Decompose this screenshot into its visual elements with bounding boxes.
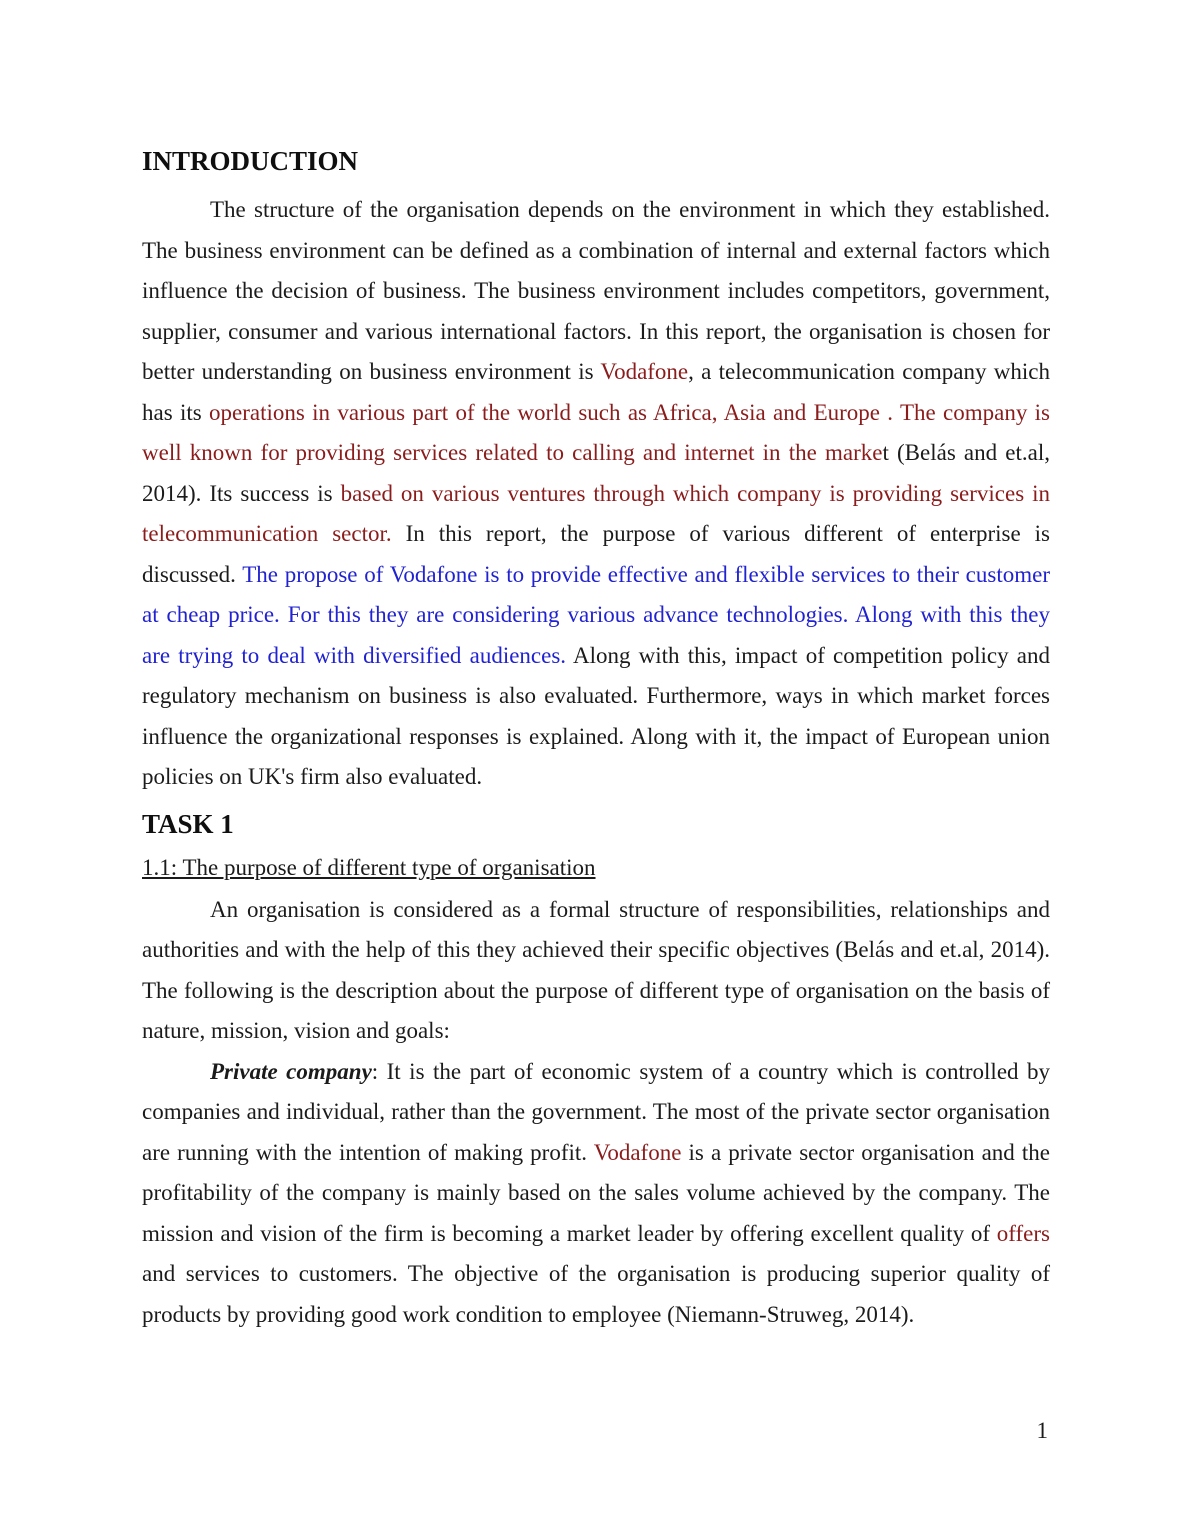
paragraph-private-company (142, 1052, 1050, 1336)
text-run: t (Belás and et.al, 2014). Its success is (142, 440, 1050, 506)
text-run: is a private sector organisation and the profitability of the company is mainly based on the sales volume achieved by the company. The mission and vision of the firm is becoming a market leader by offering excellent quality of (142, 1139, 1050, 1246)
text-run: The structure of the organisation depends on the environment in which they established. The business environment can be defined as a combination of internal and external factors which influence the decision of business. The business environment includes competitors, government, supplier, consumer and various international factors. In this report, the organisation is chosen for better understanding on business environment is (142, 197, 1050, 384)
text-run: In this report, the purpose of various different of enterprise is discussed. (142, 521, 1051, 587)
text-run: Along with this, impact of competition policy and regulatory mechanism on business is also evaluated. Furthermore, ways in which market forces influence the organizational responses is explained. Along with it, the impact of European union policies on UK's firm also evaluated. (142, 642, 1050, 789)
paragraph-organisation-definition (142, 890, 1050, 1052)
text-run: The propose of Vodafone is to provide effective and flexible services to their customer at cheap price. For this they are considering various advance technologies. Along with this they are trying to deal with diversified audiences. (142, 561, 1050, 668)
paragraph-introduction (142, 190, 1050, 798)
text-run: operations in various part of the world such as Africa, Asia and Europe . The company is well known for providing services related to calling and internet in the marke (142, 399, 1050, 465)
document-content (142, 141, 1050, 1335)
text-run: : It is the part of economic system of a country which is controlled by companies and individual, rather than the government. The most of the private sector organisation are running with the intention of making profit. (142, 1058, 1051, 1165)
text-run: based on various ventures through which company is providing services in telecommunication sector. (142, 480, 1050, 546)
heading-task-1: TASK 1 (142, 808, 234, 839)
text-run: An organisation is considered as a formal structure of responsibilities, relationships and authorities and with the help of this they achieved their specific objectives (Belás and et.al, 2014). The following is the description about the purpose of different type of organisation on the basis of nature, mission, vision and goals: (142, 896, 1050, 1043)
text-run: Private company (210, 1058, 372, 1084)
text-run: and services to customers. The objective of the organisation is producing superior quality of products by providing good work condition to employee (Niemann-Struweg, 2014). (142, 1261, 1050, 1327)
page-number: 1 (1036, 1418, 1048, 1443)
heading-introduction: INTRODUCTION (142, 146, 359, 176)
heading-section-1-1: 1.1: The purpose of different type of organisation (142, 854, 596, 880)
text-run: offers (996, 1220, 1050, 1246)
text-run: Vodafone (600, 359, 689, 384)
text-run: , a telecommunication company which has its (142, 359, 1050, 425)
text-run: Vodafone (593, 1139, 682, 1165)
